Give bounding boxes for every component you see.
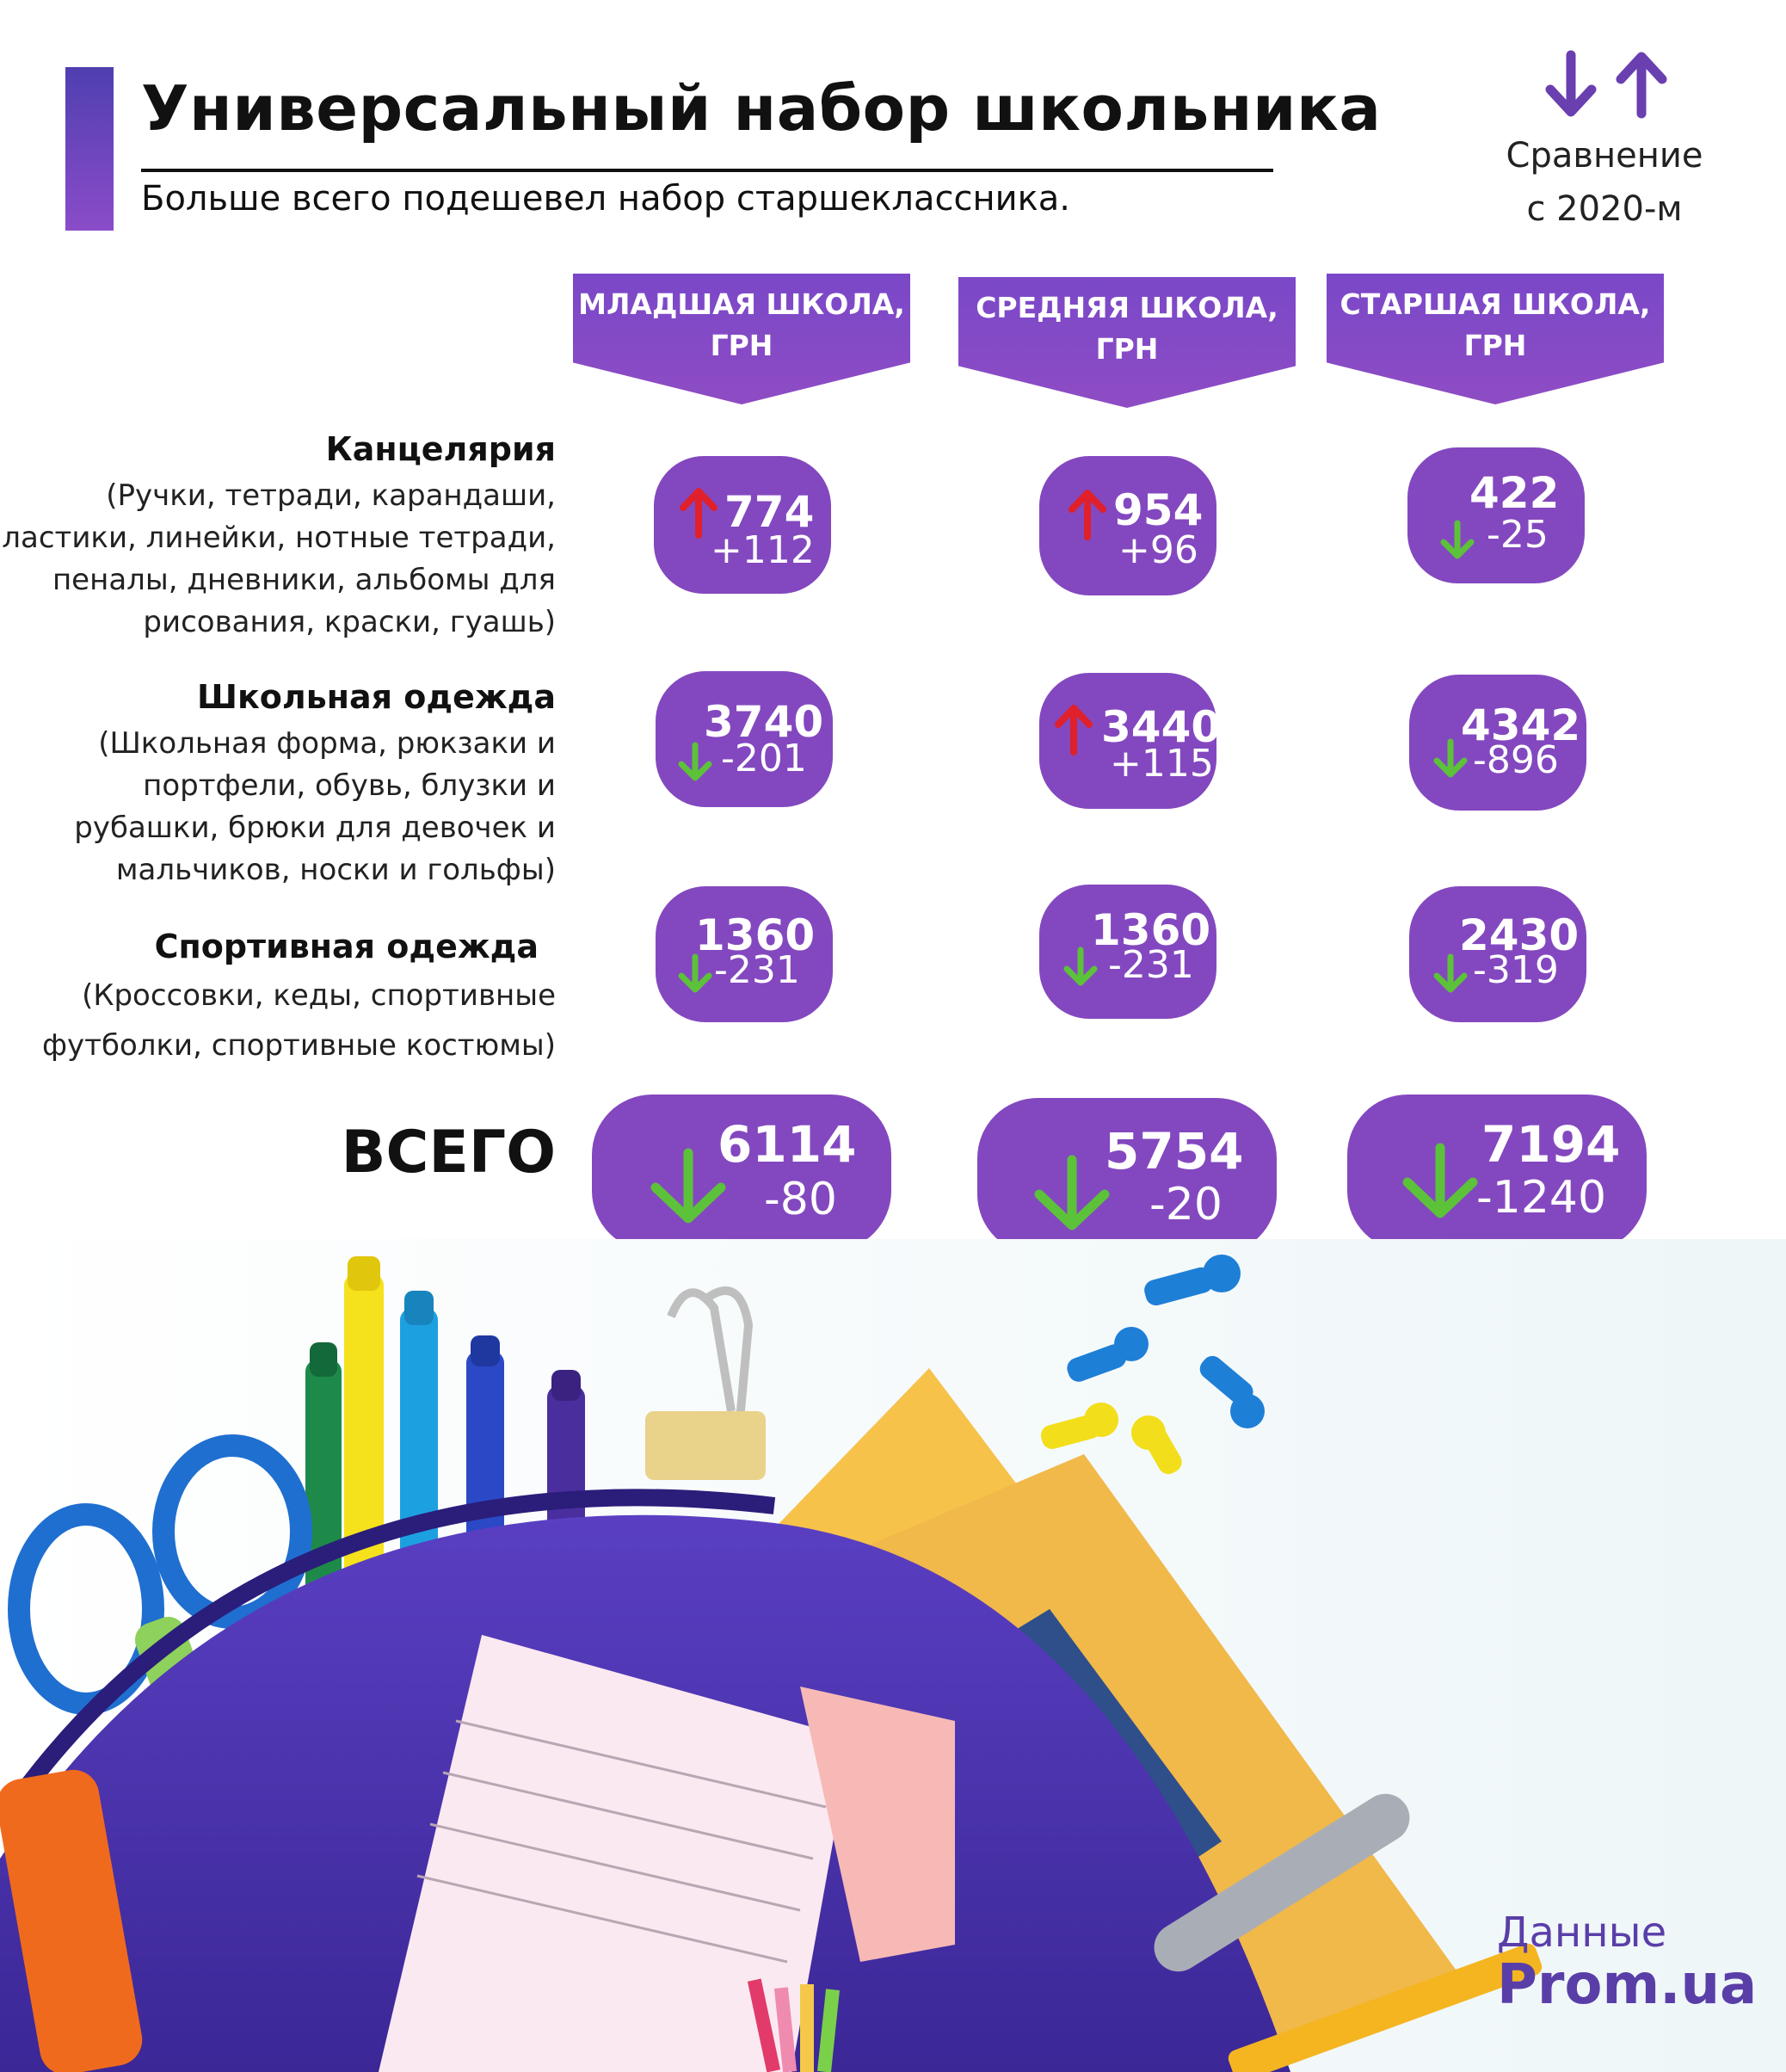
total-change: -80 — [764, 1174, 837, 1225]
cell-change: +115 — [1110, 742, 1214, 786]
legend-label: Сравнение с 2020-м — [1506, 136, 1703, 229]
cell-stationery-middle — [1039, 456, 1216, 595]
row-desc-stationery: (Ручки, тетради, карандаши, ластики, линейки, нотные тетради, пеналы, дневники, альбомы для рисования, краски, гуашь) — [2, 478, 556, 639]
arrow-up-icon — [1053, 704, 1094, 755]
total-junior — [592, 1095, 891, 1251]
arrow-down-icon — [1031, 1155, 1113, 1230]
column-header-senior-label: СТАРШАЯ ШКОЛА, ГРН — [1340, 287, 1651, 362]
legend-arrows — [1540, 50, 1678, 119]
cell-stationery-senior — [1407, 447, 1585, 583]
arrow-down-icon — [1399, 1143, 1481, 1218]
cell-change: -231 — [1108, 943, 1194, 987]
cell-value: 954 — [1113, 485, 1204, 535]
arrow-down-icon — [674, 953, 716, 993]
cell-sports-junior — [656, 886, 833, 1022]
cell-change: -896 — [1473, 738, 1559, 782]
row-title-stationery: Канцелярия — [325, 430, 556, 468]
column-header-junior-label: МЛАДШАЯ ШКОЛА, ГРН — [578, 287, 905, 362]
total-value: 6114 — [717, 1115, 857, 1174]
cell-sports-middle — [1039, 885, 1216, 1019]
cell-change: -25 — [1487, 513, 1549, 557]
cell-value: 774 — [724, 487, 815, 537]
cell-clothes-senior — [1409, 675, 1586, 811]
column-header-middle-label: СРЕДНЯЯ ШКОЛА, ГРН — [976, 291, 1278, 366]
title-accent-bar — [65, 67, 114, 231]
title-divider — [141, 169, 1273, 172]
cell-change: +96 — [1118, 528, 1198, 572]
total-value: 7194 — [1481, 1115, 1621, 1174]
cell-change: -231 — [714, 948, 800, 992]
row-desc-school-clothes: (Школьная форма, рюкзаки и портфели, обувь, блузки и рубашки, брюки для девочек и мальчиков, носки и гольфы) — [74, 726, 556, 887]
arrow-down-icon — [1430, 953, 1471, 993]
cell-clothes-junior — [656, 671, 833, 807]
cell-value: 1360 — [695, 910, 816, 960]
cell-value: 3440 — [1101, 702, 1222, 752]
arrow-up-icon — [1621, 57, 1662, 114]
arrow-up-icon — [1067, 489, 1108, 540]
cell-value: 1360 — [1091, 905, 1211, 955]
total-label: ВСЕГО — [341, 1119, 556, 1187]
row-desc-sports-clothes: (Кроссовки, кеды, спортивные футболки, спортивные костюмы) — [41, 978, 556, 1063]
row-title-school-clothes: Школьная одежда — [197, 678, 556, 716]
arrow-down-icon — [1430, 738, 1471, 778]
total-change: -1240 — [1476, 1172, 1607, 1224]
cell-value: 4342 — [1461, 700, 1581, 750]
cell-clothes-middle — [1039, 673, 1222, 809]
arrow-down-icon — [1437, 520, 1478, 559]
cell-change: +112 — [711, 528, 815, 572]
cell-change: -201 — [721, 737, 807, 780]
cell-value: 3740 — [704, 697, 824, 747]
cell-stationery-junior — [654, 456, 831, 594]
source-brand: Prom.ua — [1497, 1953, 1758, 2017]
arrow-down-icon — [674, 742, 716, 781]
arrow-down-icon — [1060, 947, 1101, 986]
page-title: Универсальный набор школьника — [141, 72, 1382, 145]
page-subtitle: Больше всего подешевел набор старшеклассника. — [141, 179, 1070, 219]
cell-change: -319 — [1473, 948, 1559, 992]
arrow-down-icon — [1550, 55, 1592, 112]
cell-value: 422 — [1469, 468, 1560, 518]
cell-sports-senior — [1409, 886, 1586, 1022]
total-senior — [1347, 1095, 1647, 1251]
total-value: 5754 — [1105, 1122, 1244, 1181]
total-change: -20 — [1149, 1179, 1222, 1230]
source-label: Данные — [1497, 1909, 1667, 1957]
row-title-sports-clothes: Спортивная одежда — [154, 928, 539, 965]
total-middle — [977, 1098, 1277, 1255]
cell-value: 2430 — [1459, 910, 1580, 960]
